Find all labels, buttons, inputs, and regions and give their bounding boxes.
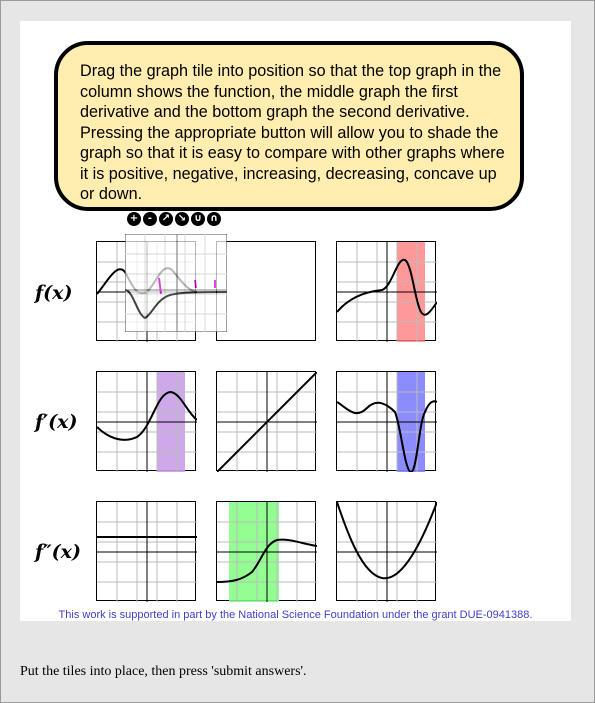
shade-toolbar [127, 212, 227, 228]
tile-r3c2[interactable] [216, 501, 316, 601]
dragged-tile[interactable] [125, 234, 227, 332]
shade-concave-up-button[interactable]: ∪ [191, 212, 205, 226]
tile-r1c3[interactable] [336, 241, 436, 341]
instructions-text: Drag the graph tile into position so that the top graph in the column shows the function, the middle graph the first derivative and the bottom graph the second derivative. Pressing the appropriate button will allow you to shade the graph so that it is easy to compare with other graphs where it is positive, negative, increasing, decreasing, concave up or down. [80, 62, 505, 203]
tile-r2c2[interactable] [216, 371, 316, 471]
shade-decreasing-button[interactable]: ↘ [175, 212, 189, 226]
row-label-f: f(x) [35, 282, 73, 304]
tile-r3c1[interactable] [96, 501, 196, 601]
instructions-bubble [54, 41, 524, 211]
submit-prompt: Put the tiles into place, then press 'submit answers'. [20, 664, 307, 679]
shade-increasing-button[interactable]: ↗ [159, 212, 173, 226]
shade-negative-button[interactable]: - [143, 212, 157, 226]
tile-r1c2[interactable] [216, 241, 316, 341]
tile-r2c3[interactable] [336, 371, 436, 471]
tile-r3c3[interactable] [336, 501, 436, 601]
row-label-fprime: f′(x) [35, 411, 78, 433]
shade-concave-down-button[interactable]: ∩ [207, 212, 221, 226]
row-label-fdoubleprime: f″(x) [35, 541, 81, 563]
nsf-credit: This work is supported in part by the National Science Foundation under the grant DUE-0941388. [58, 609, 533, 621]
shade-positive-button[interactable]: + [127, 212, 141, 226]
tile-r2c1[interactable] [96, 371, 196, 471]
